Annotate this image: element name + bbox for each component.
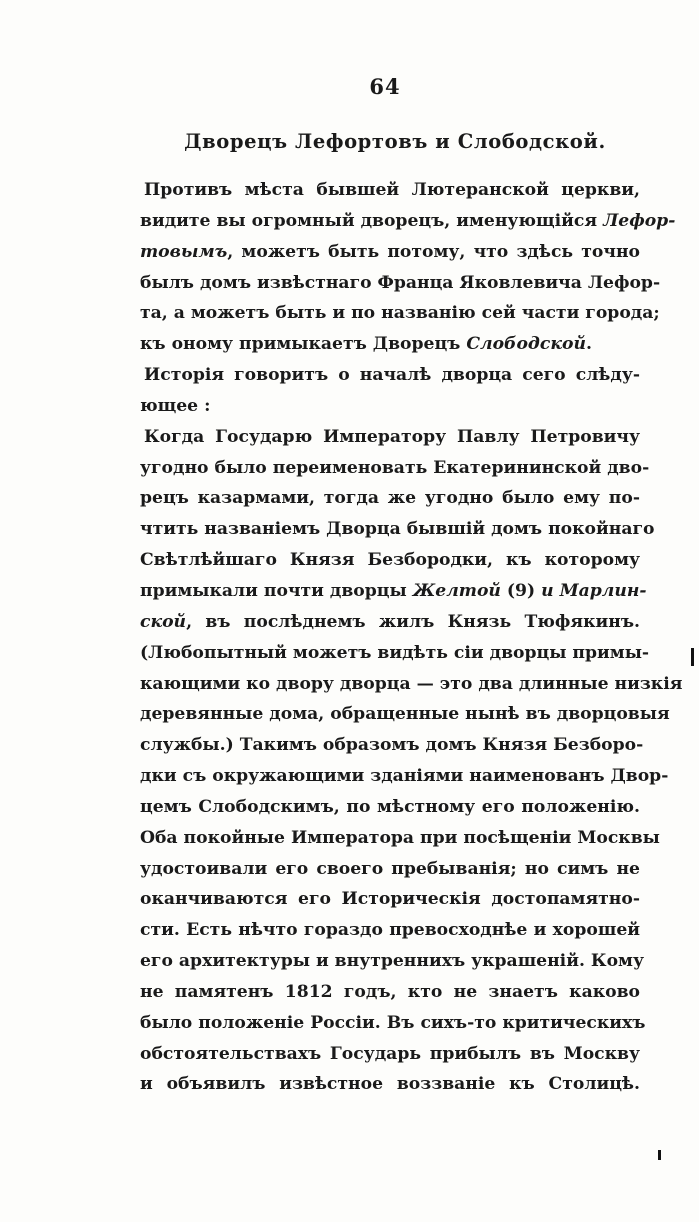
text-line [140,823,660,854]
text-run: деревянные дома, обращенные нынѣ въ дворцовыя [140,704,670,725]
text-run: къ оному примыкаетъ Дворецъ [140,334,467,355]
text-line [140,453,650,484]
text-line [140,915,640,946]
text-run: былъ домъ извѣстнаго Франца Яковлевича Лефор- [140,272,661,293]
italic-text: товымъ [140,241,228,262]
text-run: Противъ мѣста бывшей Лютеранской церкви, [144,180,640,200]
text-run: цемъ Слободскимъ, по мѣстному его положенію. [140,796,640,817]
page-number: 64 [369,74,401,99]
text-run: оканчиваются его Историческія достопамятно- [140,889,640,910]
text-line [140,884,640,915]
text-run: . [585,334,592,355]
text-line [140,977,640,1008]
text-line [140,514,655,545]
text-run: удостоивали его своего пребыванія; но симъ не [140,858,640,879]
text-line [140,669,683,700]
text-line [140,946,644,977]
text-run: (Любопытный можетъ видѣть сіи дворцы примы- [140,642,650,663]
text-run: и объявилъ извѣстное воззваніе къ Столицѣ. [140,1074,640,1095]
text-line [140,268,661,299]
body-text [140,175,683,1100]
text-line [140,422,640,453]
text-line [140,1069,640,1100]
text-run: обстоятельствахъ Государь прибылъ въ Москву [140,1043,640,1064]
text-run: , можетъ быть потому, что здѣсь точно [227,241,640,262]
text-run: было положеніе Россіи. Въ сихъ-то критическихъ [140,1012,646,1033]
italic-text: Слободской [466,334,586,355]
text-line [140,237,640,268]
text-run: кающими ко двору дворца — это два длинные низкія [140,673,683,694]
text-run: рецъ казармами, тогда же угодно было ему по- [140,488,640,509]
text-line [140,607,640,638]
text-run: примыкали почти дворцы [140,580,413,601]
text-run: Свѣтлѣйшаго Князя Безбородки, къ которому [140,550,640,571]
text-line [140,761,669,792]
text-run: службы.) Такимъ образомъ домъ Князя Безборо- [140,735,644,756]
text-line [140,175,640,206]
text-line [140,298,660,329]
text-run: Когда Государю Императору Павлу Петровичу [144,426,640,447]
text-run: , въ послѣднемъ жилъ Князь Тюфякинъ. [186,611,640,632]
text-line [140,360,640,391]
text-line [140,699,670,730]
text-line [140,854,640,885]
text-run: не памятенъ 1812 годъ, кто не знаетъ каково [140,981,640,1002]
text-line [140,638,650,669]
italic-text: Желтой [412,580,501,601]
text-line [140,545,640,576]
text-line [140,792,640,823]
text-line [140,1039,640,1070]
text-run: его архитектуры и внутреннихъ украшеній. Кому [140,951,644,972]
section-heading: Дворецъ Лефортовъ и Слободской. [184,130,606,153]
text-run: видите вы огромный дворецъ, именующійся [140,210,604,231]
text-run: Оба покойные Императора при посѣщеніи Москвы [140,827,660,848]
text-run: угодно было переименовать Екатерининской дво- [140,457,650,478]
text-line [140,1008,646,1039]
text-line [140,483,640,514]
text-line [140,576,647,607]
text-run: чтить названіемъ Дворца бывшій домъ покойнаго [140,519,655,540]
text-run: сти. Есть нѣчто гораздо превосходнѣе и хорошей [140,920,640,941]
text-run: Исторія говоритъ о началѣ дворца сего слѣду- [144,365,640,386]
margin-mark [658,1150,661,1160]
italic-text: Лефор- [603,210,676,231]
text-line [140,730,644,761]
text-line [140,329,640,360]
text-run: ющее : [140,395,211,416]
text-line [140,391,640,422]
text-run: та, а можетъ быть и по названію сей части города; [140,303,660,324]
italic-text: ской [140,611,187,632]
italic-text: и Марлин- [541,580,647,601]
margin-mark [691,648,694,666]
text-line [140,206,676,237]
text-run: дки съ окружающими зданіями наименованъ Двор- [140,766,669,787]
text-run: (9) [500,580,542,601]
